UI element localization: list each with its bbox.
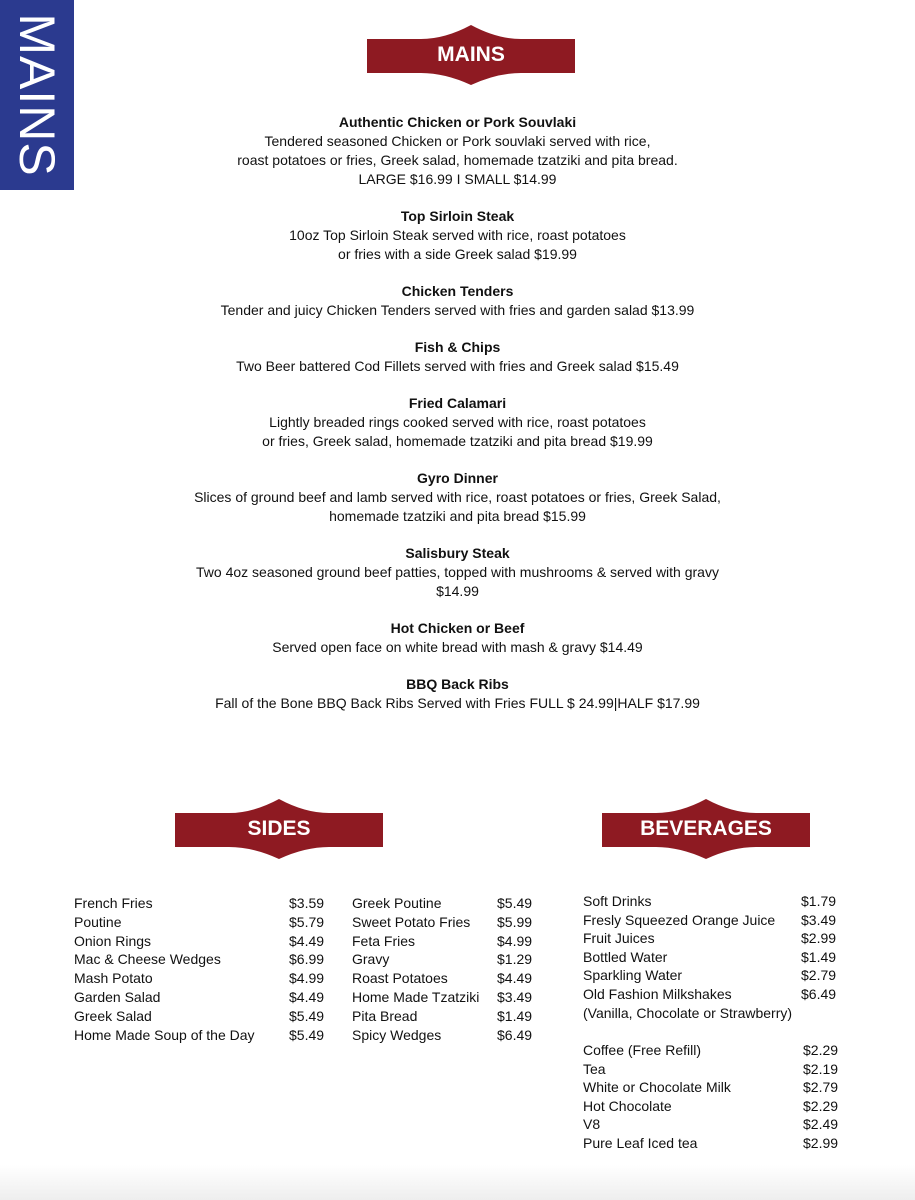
item-name: Fruit Juices: [583, 930, 655, 947]
price-row: [352, 969, 542, 988]
item-price: $5.49: [497, 895, 533, 911]
price-row: [74, 894, 334, 913]
mains-banner: [367, 23, 575, 87]
item-name: Coffee (Free Refill): [583, 1042, 702, 1058]
price-row: [583, 929, 843, 948]
menu-item: [0, 619, 915, 657]
menu-item-name: Top Sirloin Steak: [400, 208, 515, 224]
price-row: [583, 1004, 843, 1023]
price-row: [74, 1026, 334, 1045]
item-price: $6.99: [289, 951, 325, 968]
menu-item: [0, 544, 915, 601]
menu-item-name: Salisbury Steak: [405, 545, 510, 561]
price-row: [74, 969, 334, 988]
item-name: Home Made Soup of the Day: [74, 1026, 255, 1043]
item-price: $1.49: [497, 1007, 533, 1024]
item-name: Mac & Cheese Wedges: [74, 951, 221, 968]
sides-list-left: [74, 894, 334, 1044]
item-name: Garden Salad: [74, 988, 161, 1005]
menu-item-description: 10oz Top Sirloin Steak served with rice, roast potatoes or fries with a side Greek salad $19.99: [289, 227, 626, 262]
item-name: (Vanilla, Chocolate or Strawberry): [583, 1004, 793, 1021]
menu-item-name: Gyro Dinner: [417, 470, 498, 486]
menu-item: [0, 113, 915, 189]
price-row: [583, 1097, 843, 1116]
item-price: $2.29: [803, 1042, 839, 1058]
sides-list-right: [352, 894, 542, 1044]
sides-banner: [175, 797, 383, 861]
price-row: [352, 1026, 542, 1045]
item-name: Pure Leaf Iced tea: [583, 1134, 698, 1151]
price-row: [583, 1134, 843, 1153]
item-price: $3.49: [497, 988, 533, 1005]
item-name: Bottled Water: [583, 948, 668, 965]
side-tab-label: MAINS: [9, 13, 65, 177]
item-name: V8: [583, 1116, 601, 1133]
item-name: Hot Chocolate: [583, 1097, 672, 1114]
price-row: [583, 911, 843, 930]
item-name: White or Chocolate Milk: [583, 1079, 731, 1096]
item-price: $3.49: [801, 911, 837, 928]
item-name: Onion Rings: [74, 932, 152, 949]
item-name: Sweet Potato Fries: [352, 913, 471, 930]
price-row: [583, 892, 843, 911]
price-row: [583, 1078, 843, 1097]
price-row: [74, 913, 334, 932]
menu-item-name: Hot Chicken or Beef: [390, 620, 525, 636]
item-name: Mash Potato: [74, 970, 153, 987]
hot-beverages-list: [583, 1041, 843, 1153]
item-price: $1.29: [497, 951, 533, 968]
mains-heading: MAINS: [437, 43, 505, 66]
item-price: $2.79: [801, 967, 837, 984]
item-price: $2.99: [801, 930, 837, 947]
menu-item-name: BBQ Back Ribs: [406, 676, 509, 692]
item-price: $2.29: [803, 1097, 839, 1114]
menu-item: [0, 675, 915, 713]
price-row: [352, 1007, 542, 1026]
price-row: [74, 950, 334, 969]
menu-item-name: Fish & Chips: [414, 339, 501, 355]
item-price: $6.49: [801, 985, 837, 1002]
item-name: Pita Bread: [352, 1007, 418, 1024]
menu-item: [0, 282, 915, 320]
price-row: [583, 1041, 843, 1060]
item-price: $4.49: [289, 988, 325, 1005]
price-row: [352, 913, 542, 932]
item-name: Soft Drinks: [583, 893, 652, 909]
sides-heading: SIDES: [247, 817, 311, 840]
menu-item: [0, 394, 915, 451]
price-row: [583, 985, 843, 1004]
item-name: Old Fashion Milkshakes: [583, 985, 732, 1002]
item-price: $1.49: [801, 948, 837, 965]
page-bottom-shadow: [0, 1165, 915, 1200]
item-price: $2.19: [803, 1060, 839, 1077]
item-name: Greek Poutine: [352, 895, 442, 911]
menu-item-description: Tendered seasoned Chicken or Pork souvlaki served with rice, roast potatoes or fries, Greek salad, homemade tzatziki and pita bread. LARGE $16.99 I SMALL $14.99: [237, 133, 678, 187]
menu-item-name: Authentic Chicken or Pork Souvlaki: [338, 114, 577, 130]
menu-item-description: Fall of the Bone BBQ Back Ribs Served with Fries FULL $ 24.99|HALF $17.99: [215, 695, 700, 711]
item-price: $5.99: [497, 913, 533, 930]
menu-item-description: Lightly breaded rings cooked served with rice, roast potatoes or fries, Greek salad, homemade tzatziki and pita bread $19.99: [262, 414, 653, 449]
item-price: $5.49: [289, 1007, 325, 1024]
price-row: [352, 988, 542, 1007]
menu-item-name: Fried Calamari: [408, 395, 507, 411]
price-row: [583, 1060, 843, 1079]
item-name: Fresly Squeezed Orange Juice: [583, 911, 776, 928]
price-row: [74, 1007, 334, 1026]
item-price: $2.99: [803, 1134, 839, 1151]
menu-item: [0, 207, 915, 264]
menu-item: [0, 338, 915, 376]
item-name: French Fries: [74, 895, 153, 911]
item-price: $5.79: [289, 913, 325, 930]
item-name: Poutine: [74, 913, 122, 930]
beverages-banner: [602, 797, 810, 861]
item-name: Feta Fries: [352, 932, 416, 949]
item-name: Greek Salad: [74, 1007, 152, 1024]
price-row: [583, 948, 843, 967]
item-price: $5.49: [289, 1026, 325, 1043]
price-row: [74, 932, 334, 951]
price-row: [352, 894, 542, 913]
item-name: Gravy: [352, 951, 390, 968]
cold-beverages-list: [583, 892, 843, 1022]
price-row: [352, 950, 542, 969]
price-row: [74, 988, 334, 1007]
item-name: Spicy Wedges: [352, 1026, 442, 1043]
beverages-heading: BEVERAGES: [640, 817, 772, 840]
menu-item: [0, 469, 915, 526]
menu-item-description: Two 4oz seasoned ground beef patties, topped with mushrooms & served with gravy $14.99: [196, 564, 719, 599]
item-price: $4.49: [497, 970, 533, 987]
menu-item-description: Two Beer battered Cod Fillets served with fries and Greek salad $15.49: [236, 358, 679, 374]
menu-item-description: Slices of ground beef and lamb served with rice, roast potatoes or fries, Greek Salad, homemade tzatziki and pita bread $15.99: [194, 489, 721, 524]
menu-item-name: Chicken Tenders: [401, 283, 514, 299]
item-price: $4.99: [497, 932, 533, 949]
item-price: $6.49: [497, 1026, 533, 1043]
price-row: [583, 966, 843, 985]
price-row: [352, 932, 542, 951]
item-name: Home Made Tzatziki: [352, 988, 480, 1005]
item-name: Sparkling Water: [583, 967, 683, 984]
item-name: Tea: [583, 1060, 606, 1077]
item-price: $2.79: [803, 1079, 839, 1096]
price-row: [583, 1115, 843, 1134]
mains-list: [0, 113, 915, 731]
item-price: $2.49: [803, 1116, 839, 1133]
item-price: $4.99: [289, 970, 325, 987]
menu-item-description: Tender and juicy Chicken Tenders served with fries and garden salad $13.99: [220, 302, 695, 318]
item-price: $1.79: [801, 893, 837, 909]
menu-item-description: Served open face on white bread with mash & gravy $14.49: [272, 639, 643, 655]
item-price: $3.59: [289, 895, 325, 911]
item-name: Roast Potatoes: [352, 970, 448, 987]
item-price: $4.49: [289, 932, 325, 949]
